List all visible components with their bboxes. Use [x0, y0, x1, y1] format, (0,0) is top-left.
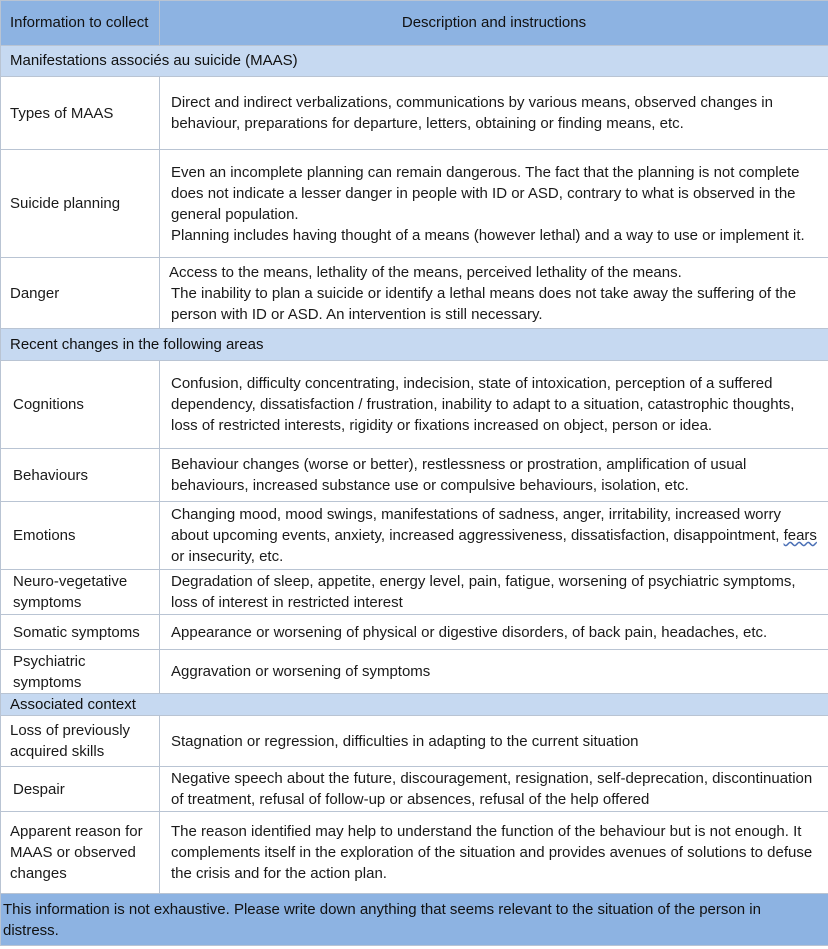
section-row-recent-changes	[1, 329, 828, 361]
row-label-apparent-reason: Apparent reason for MAAS or observed changes	[1, 812, 160, 894]
description-text: Aggravation or worsening of symptoms	[171, 663, 431, 680]
row-label-cognitions: Cognitions	[1, 361, 160, 449]
description-text: Behaviour changes (worse or better), restlessness or prostration, amplification of usual behaviours, increased substance use or compulsive behaviours, isolation, etc.	[171, 456, 747, 494]
row-description-despair	[160, 767, 828, 812]
row-label-somatic-symptoms: Somatic symptoms	[1, 615, 160, 650]
description-text: The reason identified may help to understand the function of the behaviour but is not enough. It complements itself in the exploration of the situation and provides avenues of solutions to defuse the crisis and for the action plan.	[171, 823, 813, 882]
row-label-types-of-maas: Types of MAAS	[1, 77, 160, 150]
row-description-loss-of-skills	[160, 716, 828, 767]
row-description-types-of-maas	[160, 77, 828, 150]
table-row	[1, 77, 828, 150]
table-row	[1, 716, 828, 767]
description-text: Degradation of sleep, appetite, energy level, pain, fatigue, worsening of psychiatric symptoms, loss of interest in restricted interest	[171, 573, 796, 611]
footer-row	[1, 894, 828, 946]
table-row	[1, 449, 828, 502]
description-text: or insecurity, etc.	[171, 548, 284, 565]
row-description-psychiatric-symptoms	[160, 650, 828, 694]
table-header-row	[1, 1, 828, 46]
description-text: Planning includes having thought of a means (however lethal) and a way to use or implement it.	[171, 226, 805, 244]
description-text: Changing mood, mood swings, manifestations of sadness, anger, irritability, increased worry about upcoming events, anxiety, increased aggressiveness, dissatisfaction, disappointment,	[171, 506, 784, 544]
row-description-behaviours	[160, 449, 828, 502]
column-header-information: Information to collect	[1, 1, 160, 46]
table-row	[1, 812, 828, 894]
row-description-neuro-vegetative-symptoms	[160, 570, 828, 615]
row-label-suicide-planning: Suicide planning	[1, 150, 160, 258]
table-row	[1, 258, 828, 329]
section-title-maas: Manifestations associés au suicide (MAAS)	[1, 46, 828, 77]
table-row	[1, 767, 828, 812]
description-text: Appearance or worsening of physical or digestive disorders, of back pain, headaches, etc.	[171, 623, 768, 641]
table-row	[1, 361, 828, 449]
row-description-danger	[160, 258, 828, 329]
section-title-recent-changes: Recent changes in the following areas	[1, 329, 828, 361]
row-label-despair: Despair	[1, 767, 160, 812]
row-description-emotions	[160, 502, 828, 570]
row-label-danger: Danger	[1, 258, 160, 329]
row-label-behaviours: Behaviours	[1, 449, 160, 502]
row-label-psychiatric-symptoms: Psychiatric symptoms	[1, 650, 160, 694]
description-text: Direct and indirect verbalizations, communications by various means, observed changes in behaviour, preparations for departure, letters, obtaining or finding means, etc.	[171, 94, 773, 132]
table-row	[1, 502, 828, 570]
table-row	[1, 150, 828, 258]
table-row	[1, 615, 828, 650]
description-text: The inability to plan a suicide or identify a lethal means does not take away the suffering of the person with ID or ASD. An intervention is still necessary.	[171, 284, 797, 323]
footer-note: This information is not exhaustive. Please write down anything that seems relevant to the situation of the person in distress.	[1, 894, 828, 946]
row-description-cognitions	[160, 361, 828, 449]
row-label-neuro-vegetative-symptoms: Neuro-vegetative symptoms	[1, 570, 160, 615]
section-row-maas	[1, 46, 828, 77]
section-row-associated-context	[1, 694, 828, 716]
column-header-description: Description and instructions	[160, 1, 828, 46]
description-text: Even an incomplete planning can remain dangerous. The fact that the planning is not complete does not indicate a lesser danger in people with ID or ASD, contrary to what is observed in the general population.	[171, 163, 800, 223]
section-title-associated-context: Associated context	[1, 694, 828, 716]
row-description-suicide-planning	[160, 150, 828, 258]
description-text: Access to the means, lethality of the means, perceived lethality of the means.	[169, 263, 682, 281]
table-row	[1, 650, 828, 694]
description-text: Stagnation or regression, difficulties in adapting to the current situation	[171, 732, 639, 750]
row-description-apparent-reason	[160, 812, 828, 894]
description-text: Negative speech about the future, discouragement, resignation, self-deprecation, discontinuation of treatment, refusal of follow-up or absences, refusal of the help offered	[171, 770, 813, 808]
description-text-flagged: fears	[783, 527, 817, 544]
description-text: Confusion, difficulty concentrating, indecision, state of intoxication, perception of a suffered dependency, dissatisfaction / frustration, inability to adapt to a situation, catastrophic thoughts, loss of restricted interests, rigidity or fixations increased on object, person or idea.	[171, 375, 795, 434]
row-label-loss-of-skills: Loss of previously acquired skills	[1, 716, 160, 767]
table-row	[1, 570, 828, 615]
row-description-somatic-symptoms	[160, 615, 828, 650]
row-label-emotions: Emotions	[1, 502, 160, 570]
